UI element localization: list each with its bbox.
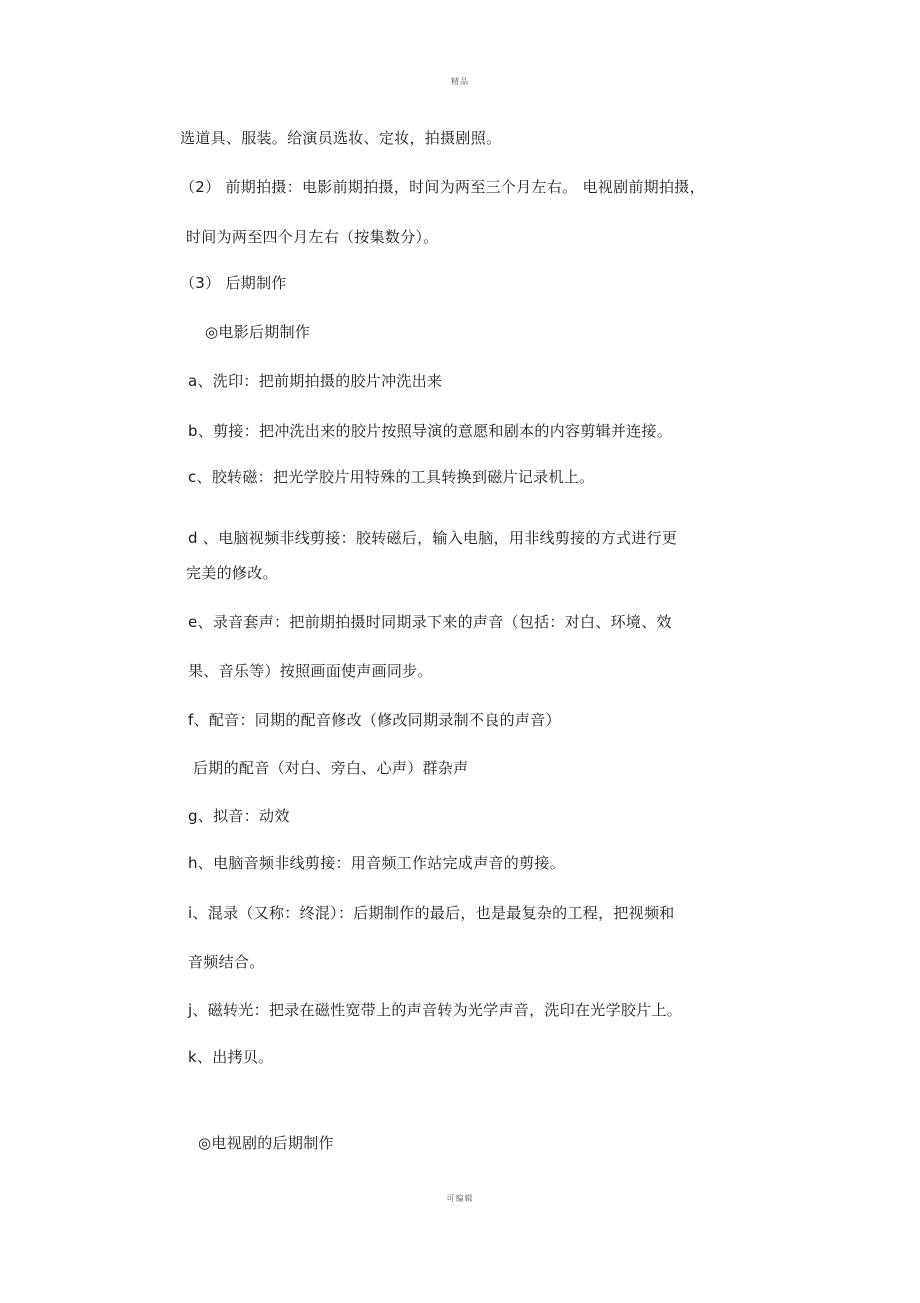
subsection-heading: ◎电影后期制作: [205, 323, 311, 341]
list-item-continuation: 后期的配音（对白、旁白、心声）群杂声: [193, 759, 469, 777]
list-item: h、电脑音频非线剪接：用音频工作站完成声音的剪接。: [188, 854, 566, 872]
list-item: i、混录（又称：终混）：后期制作的最后，也是最复杂的工程，把视频和: [188, 904, 675, 922]
text-line: 时间为两至四个月左右（按集数分）。: [186, 228, 439, 246]
page-header-mark: 精品: [451, 77, 469, 86]
list-item-continuation: 完美的修改。: [186, 564, 278, 582]
subsection-heading: ◎电视剧的后期制作: [198, 1134, 334, 1152]
text-line: （2） 前期拍摄：电影前期拍摄，时间为两至三个月左右。 电视剧前期拍摄，: [180, 178, 705, 196]
text-line: 选道具、服装。给演员选妆、定妆，拍摄剧照。: [180, 129, 502, 147]
section-heading: （3） 后期制作: [180, 274, 287, 292]
list-item: b、剪接：把冲洗出来的胶片按照导演的意愿和剧本的内容剪辑并连接。: [188, 422, 673, 440]
list-item: e、录音套声：把前期拍摄时同期录下来的声音（包括：对白、环境、效: [188, 613, 672, 631]
list-item: d 、电脑视频非线剪接：胶转磁后，输入电脑，用非线剪接的方式进行更: [188, 529, 678, 547]
list-item: j、磁转光：把录在磁性宽带上的声音转为光学声音，洗印在光学胶片上。: [188, 1001, 683, 1019]
list-item: a、洗印：把前期拍摄的胶片冲洗出来: [188, 372, 443, 390]
list-item-continuation: 果、音乐等）按照画面使声画同步。: [188, 662, 433, 680]
list-item: g、拟音：动效: [188, 807, 290, 825]
list-item-continuation: 音频结合。: [188, 953, 265, 971]
list-item: c、胶转磁：把光学胶片用特殊的工具转换到磁片记录机上。: [188, 468, 595, 486]
page-footer-mark: 可编辑: [446, 1194, 474, 1203]
list-item: f、配音：同期的配音修改（修改同期录制不良的声音）: [188, 711, 561, 729]
list-item: k、出拷贝。: [188, 1048, 274, 1066]
